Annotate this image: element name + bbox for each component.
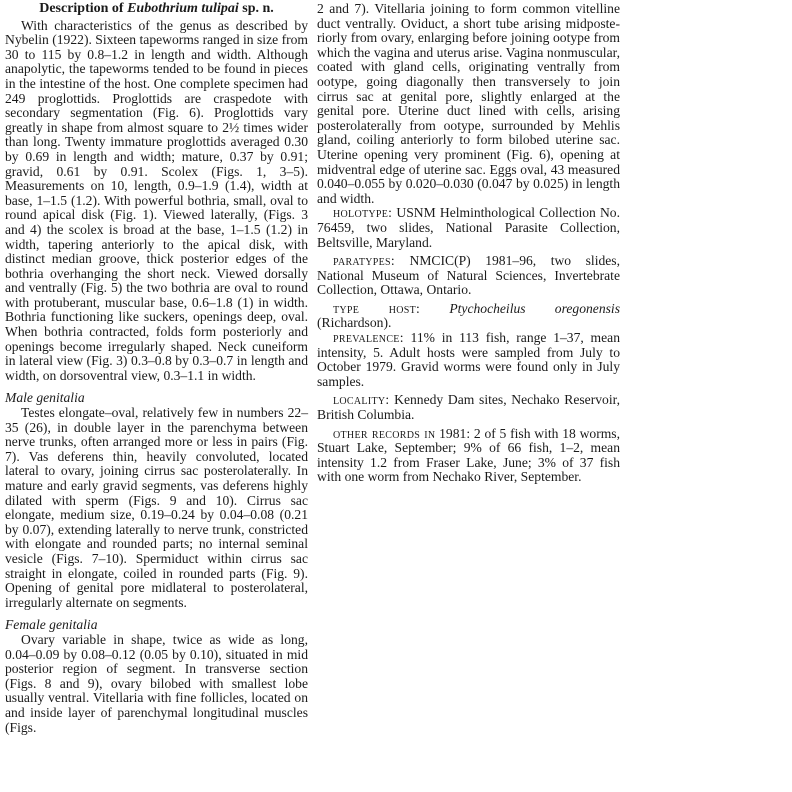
locality-label: locality:: [333, 392, 390, 408]
prevalence-label: prevalence:: [333, 330, 404, 346]
male-genitalia-paragraph: Testes elongate–oval, relatively few in numbers 22–35 (26), in double layer in the parenchyma between nerve trunks, often arranged more or less in pairs (Fig. 7). Vas deferens thin, heavily convoluted, located lateral to ovary, joining cirrus sac posterolaterally. In mature and early gravid segments, vas deferens highly dilated with sperm (Figs. 9 and 10). Cirrus sac elongate, medium size, 0.19–0.24 by 0.04–0.08 (0.21 by 0.07), extending laterally to nerve trunk, constricted with elongate and rounded parts; no internal seminal vesicle (Figs. 7–10). Spermiduct within cirrus sac straight in elongate, coiled in rounded parts (Fig. 9). Opening of genital pore midlateral to posterolateral, irregularly alternate on segments.: [5, 405, 308, 610]
type-host-label: type host:: [333, 300, 421, 316]
holotype-paragraph: holotype: USNM Helminthological Collection No. 76459, two slides, National Parasite Collection, Beltsville, Maryland.: [317, 205, 620, 250]
locality-paragraph: locality: Kennedy Dam sites, Nechako Reservoir, British Columbia.: [317, 392, 620, 423]
other-records-paragraph: other records in 1981: 2 of 5 fish with 18 worms, Stuart Lake, September; 9% of 66 fish, 1–2, mean intensity 1.2 from Fraser Lake, June; 3% of 37 fish with one worm from Nechako River, September.: [317, 425, 620, 485]
female-genitalia-continued: 2 and 7). Vitellaria joining to form common vitelline duct ventrally. Oviduct, a short tube arising midposteriorly from ovary, enlarging before joining ootype from which the vagina and uterus arise. Vagina nonmuscular, coated with gland cells, originating ventrally from ootype, going diagonally then transversely to join cirrus sac at genital pore, slightly enlarged at the genital pore. Uterine duct lined with cells, arising posterolaterally from ootype, surrounded by Mehlis gland, coiling anteriorly to form bilobed uterine sac. Uterine opening very prominent (Fig. 6), opening at midventral edge of uterine sac. Eggs oval, 43 measured 0.040–0.055 by 0.020–0.030 (0.047 by 0.025) in length and width.: [317, 1, 620, 206]
description-paragraph: With characteristics of the genus as described by Nybelin (1922). Sixteen tapeworms ranged in size from 30 to 115 by 0.8–1.2 in length and width. Although anapolytic, the tapeworms tended to be found in pieces in the intestine of the host. One complete specimen had 249 proglottids. Proglottids are craspedote with secondary segmentation (Fig. 6). Proglottids vary greatly in shape from almost square to 2½ times wider than long. Twenty immature proglottids averaged 0.30 by 0.69 in length and width; mature, 0.37 by 0.91; gravid, 0.61 by 0.91. Scolex (Figs. 1, 3–5). Measurements on 10, length, 0.9–1.9 (1.4), width at base, 1–1.5 (1.2). With powerful bothria, small, oval to round apical disk (Fig. 1). Viewed laterally, (Figs. 3 and 4) the scolex is broad at the base, 1–1.5 (1.2) in width, tapering anteriorly to the apical disk, with distinct median groove, thick posterior edges of the bothria overhanging the short neck. Viewed dorsally and ventrally (Fig. 5) the two bothria are oval to round with protuberant, muscular base, 0.6–1.8 (1) in width. Bothria functioning like suckers, openings deep, oval. When bothria contracted, folds form posteriorly and openings become irregularly shaped. Neck cuneiform in lateral view (Fig. 3) 0.3–0.8 by 0.3–0.7 in length and width, on dorsoventral view, 0.3–1.1 in width.: [5, 17, 308, 383]
species-name: Eubothrium tulipai: [127, 1, 239, 16]
section-title: Description of Eubothrium tulipai sp. n.: [39, 1, 274, 16]
holotype-label: holotype:: [333, 205, 393, 221]
female-genitalia-paragraph: Ovary variable in shape, twice as wide as long, 0.04–0.09 by 0.08–0.12 (0.05 by 0.10), situated in mid posterior region of segment. In transverse section (Figs. 8 and 9), ovary bilobed with smallest lobe usually ventral. Vitellaria with fine follicles, located on and inside layer of parenchymal longitudinal muscles (Figs.: [5, 631, 308, 735]
female-genitalia-heading: Female genitalia: [5, 617, 98, 633]
right-column: [317, 2, 620, 485]
prevalence-paragraph: prevalence: 11% in 113 fish, range 1–37, mean intensity, 5. Adult hosts were sampled from July to October 1979. Gravid worms were found only in July samples.: [317, 330, 620, 389]
male-genitalia-heading: Male genitalia: [5, 390, 85, 406]
other-records-label: other records in: [333, 425, 436, 441]
paratypes-paragraph: paratypes: NMCIC(P) 1981–96, two slides, National Museum of Natural Sciences, Invertebrate Collection, Ottawa, Ontario.: [317, 253, 620, 298]
paratypes-label: paratypes:: [333, 253, 395, 269]
left-column: [5, 2, 308, 735]
type-host-paragraph: type host: Ptychocheilus oregonensis (Richardson).: [317, 300, 620, 331]
